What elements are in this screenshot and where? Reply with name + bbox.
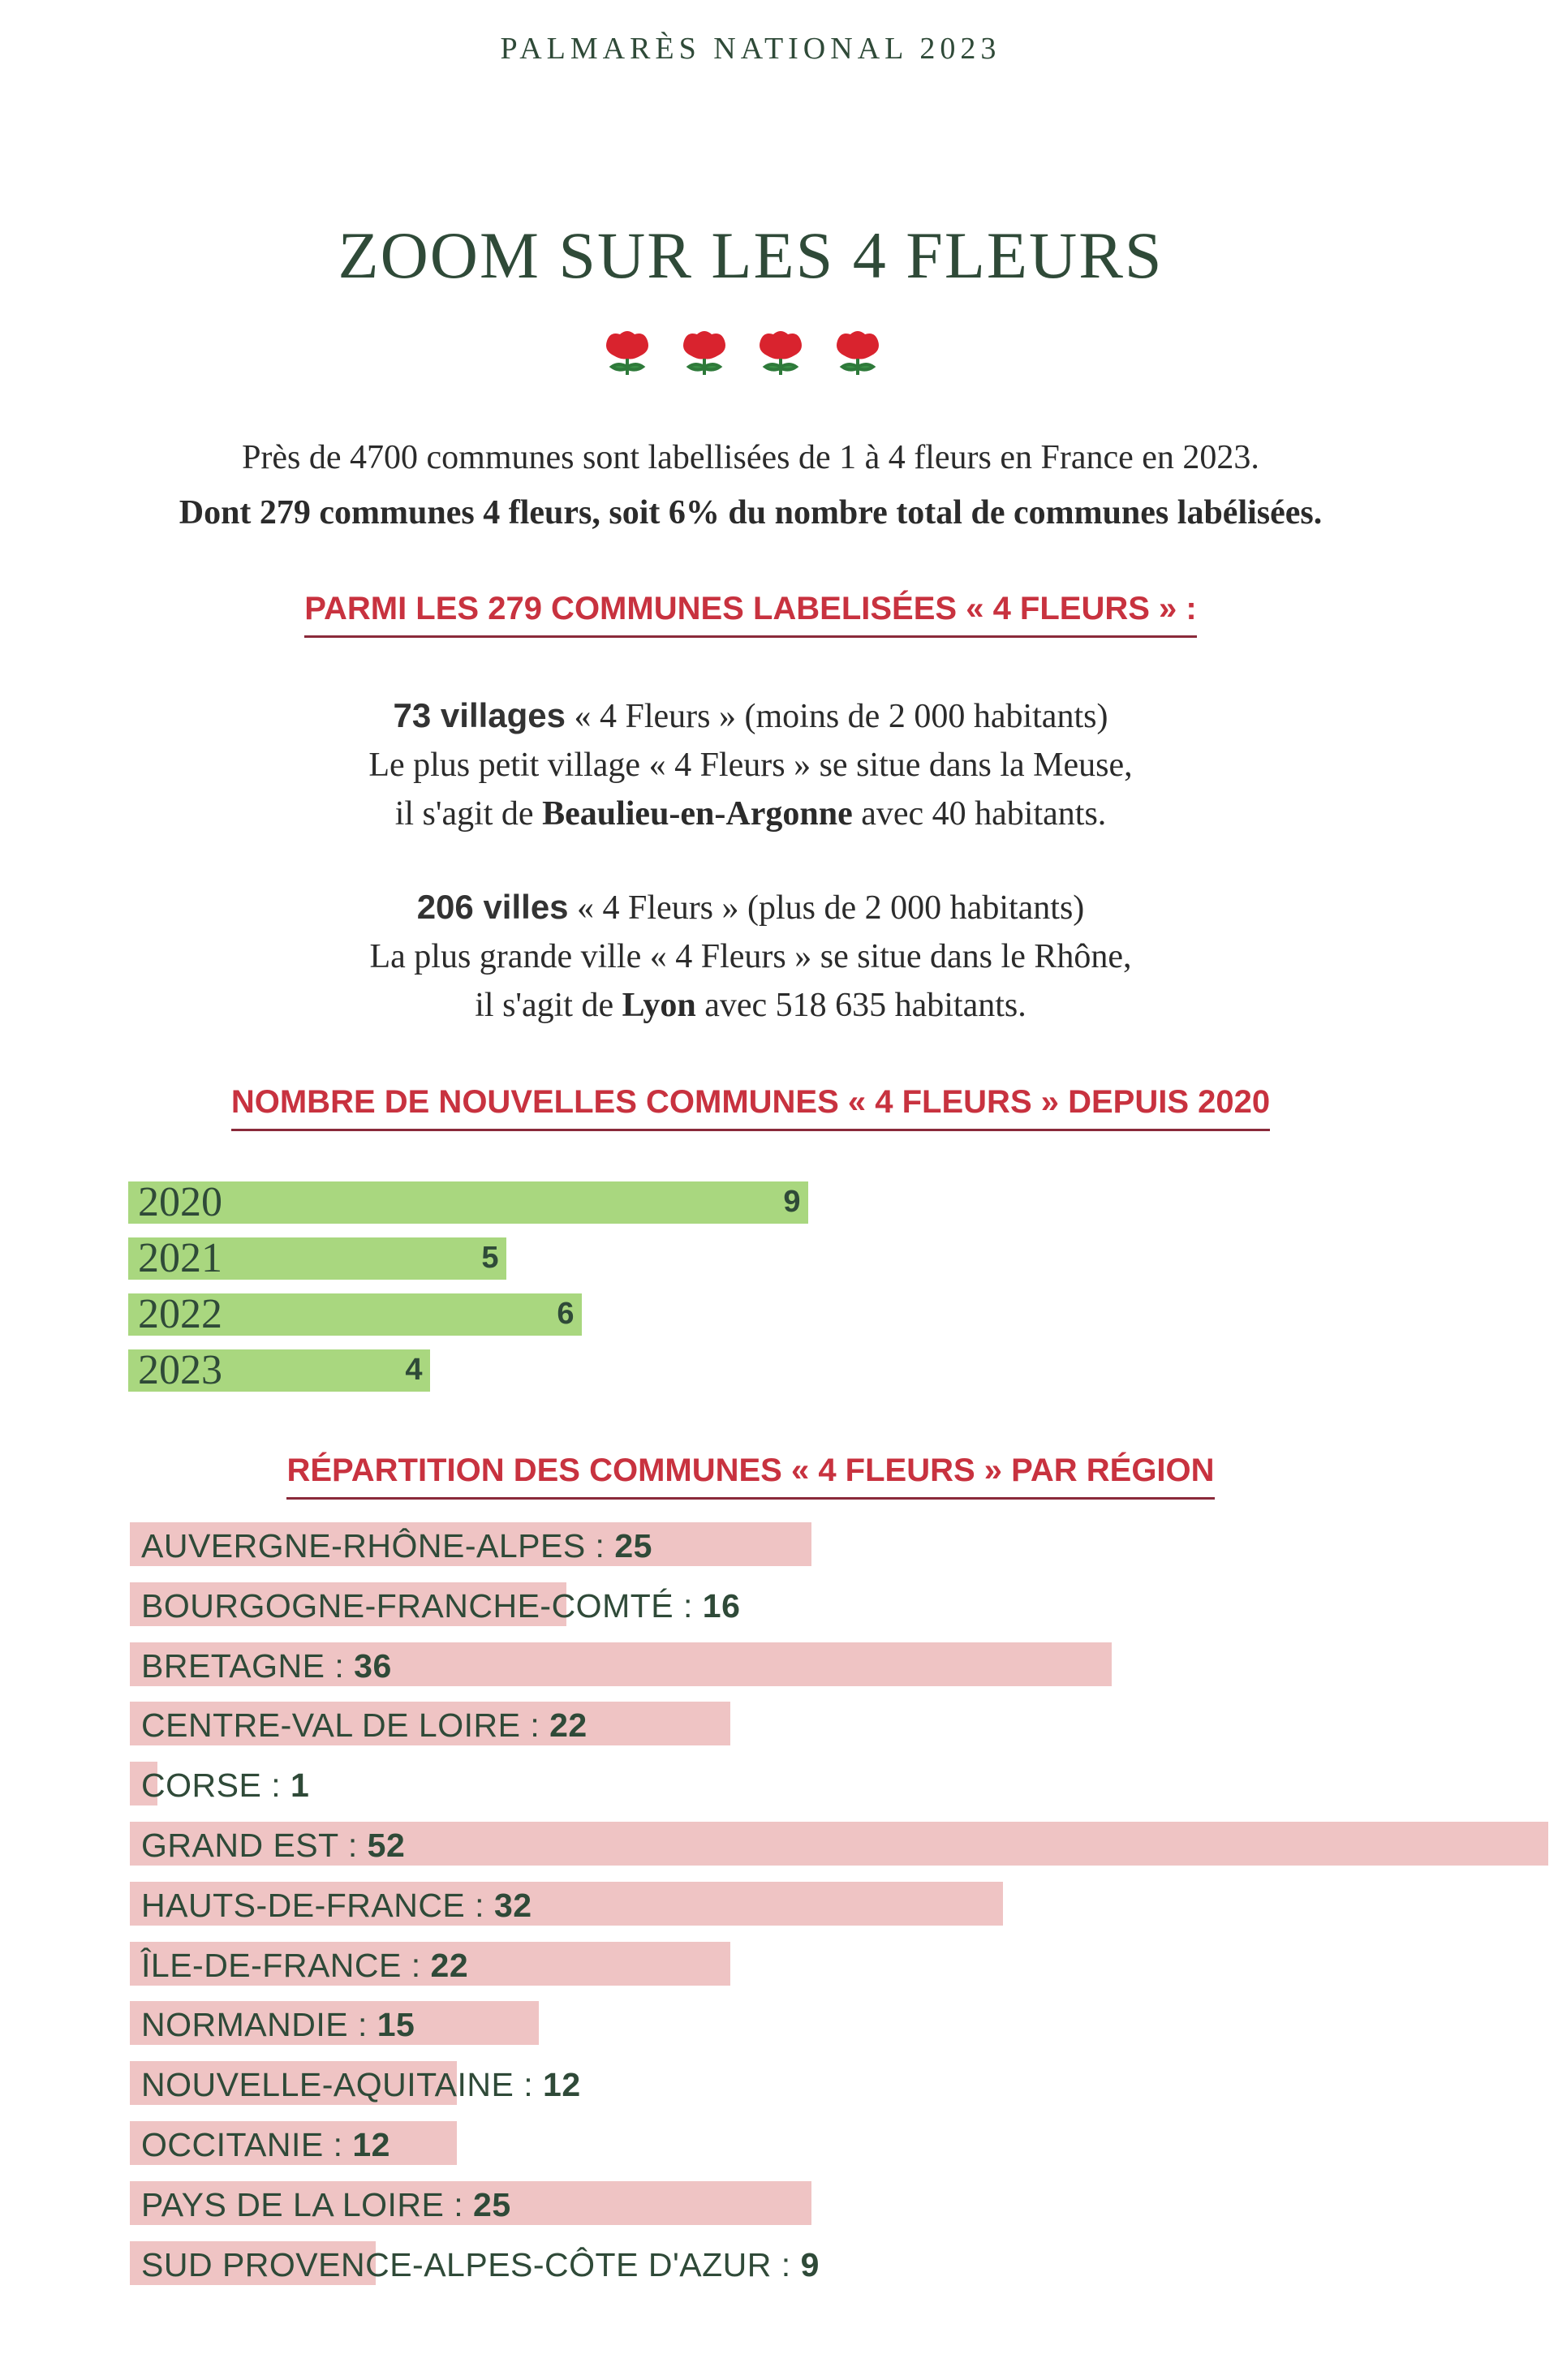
villes-line-3-post: avec 518 635 habitants. [695, 987, 1026, 1024]
flower-icon [754, 326, 807, 380]
regions-bar-chart [130, 1522, 1558, 2300]
region-row [130, 1882, 1558, 1942]
region-row [130, 1522, 1558, 1582]
region-value: 22 [430, 1946, 469, 1984]
year-value: 6 [557, 1297, 575, 1331]
year-value: 9 [783, 1185, 801, 1219]
region-name: CENTRE-VAL DE LOIRE : [141, 1706, 550, 1745]
region-value: 22 [549, 1706, 587, 1745]
region-label [141, 1827, 405, 1865]
year-label: 2023 [138, 1347, 222, 1393]
villages-line-2: Le plus petit village « 4 Fleurs » se situe dans la Meuse, [368, 747, 1133, 784]
villages-lead-rest: « 4 Fleurs » (moins de 2 000 habitants) [566, 698, 1108, 735]
region-label [141, 1887, 532, 1925]
region-name: NORMANDIE : [141, 2006, 377, 2044]
region-name: ÎLE-DE-FRANCE : [141, 1946, 431, 1984]
villes-block [0, 883, 1501, 1030]
region-row [130, 1642, 1558, 1702]
region-name: HAUTS-DE-FRANCE : [141, 1886, 494, 1924]
year-label: 2022 [138, 1291, 222, 1337]
region-name: PAYS DE LA LOIRE : [141, 2185, 474, 2223]
region-value: 15 [377, 2006, 415, 2044]
region-label [141, 1647, 392, 1685]
largest-city-name: Lyon [622, 987, 696, 1024]
section-title-regions-text: RÉPARTITION DES COMMUNES « 4 FLEURS » PAR RÉGION [286, 1453, 1214, 1500]
region-name: OCCITANIE : [141, 2125, 353, 2163]
villages-lead: 73 villages [393, 696, 566, 734]
region-row [130, 1582, 1558, 1642]
villages-line-3-pre: il s'agit de [394, 795, 543, 833]
section-title-communes-text: PARMI LES 279 COMMUNES LABELISÉES « 4 FLEURS » : [304, 591, 1196, 638]
year-row [128, 1290, 1102, 1346]
region-row [130, 2241, 1558, 2301]
year-row [128, 1346, 1102, 1402]
region-label [141, 1587, 740, 1625]
section-title-regions [0, 1453, 1501, 1500]
region-value: 32 [493, 1886, 532, 1924]
region-row [130, 1942, 1558, 2002]
region-label [141, 1947, 468, 1985]
region-name: BOURGOGNE-FRANCHE-COMTÉ : [141, 1586, 703, 1625]
flower-rating [600, 326, 884, 383]
years-bar-chart [128, 1178, 1102, 1402]
region-value: 25 [473, 2185, 511, 2223]
region-value: 1 [290, 1767, 310, 1805]
region-label [141, 2246, 820, 2284]
region-value: 9 [800, 2245, 820, 2283]
flower-icon [600, 326, 654, 380]
region-value: 52 [367, 1826, 406, 1864]
villes-line-3-pre: il s'agit de [475, 987, 622, 1024]
region-label [141, 2126, 390, 2164]
year-value: 4 [405, 1353, 423, 1387]
page-title: ZOOM SUR LES 4 FLEURS [338, 218, 1164, 292]
region-label [141, 1767, 309, 1805]
intro-line-2: Dont 279 communes 4 fleurs, soit 6% du nombre total de communes labélisées. [179, 494, 1323, 532]
region-name: BRETAGNE : [141, 1646, 355, 1685]
villes-line-2: La plus grande ville « 4 Fleurs » se situe dans le Rhône, [369, 938, 1132, 975]
region-value: 12 [543, 2066, 581, 2104]
year-row [128, 1178, 1102, 1234]
region-row [130, 2001, 1558, 2061]
page-header: PALMARÈS NATIONAL 2023 [500, 32, 1001, 66]
section-title-new-communes-text: NOMBRE DE NOUVELLES COMMUNES « 4 FLEURS » DEPUIS 2020 [231, 1084, 1270, 1131]
region-name: SUD PROVENCE-ALPES-CÔTE D'AZUR : [141, 2245, 801, 2283]
intro-text [0, 430, 1501, 540]
region-label [141, 1527, 652, 1565]
year-row [128, 1234, 1102, 1290]
region-name: CORSE : [141, 1767, 291, 1805]
flower-icon [831, 326, 884, 380]
region-value: 12 [352, 2125, 390, 2163]
region-label [141, 1706, 587, 1745]
region-name: AUVERGNE-RHÔNE-ALPES : [141, 1527, 615, 1564]
year-bar [128, 1181, 808, 1224]
year-label: 2021 [138, 1235, 222, 1281]
intro-line-1: Près de 4700 communes sont labellisées de 1 à 4 fleurs en France en 2023. [242, 439, 1259, 476]
region-row [130, 2181, 1558, 2241]
section-title-communes [0, 591, 1501, 638]
region-value: 16 [702, 1586, 741, 1625]
villages-block [0, 691, 1501, 838]
region-value: 36 [354, 1646, 392, 1685]
flower-icon [678, 326, 731, 380]
section-title-new-communes [0, 1084, 1501, 1131]
region-row [130, 1822, 1558, 1882]
villages-line-3-post: avec 40 habitants. [852, 795, 1107, 833]
region-label [141, 2006, 415, 2044]
region-row [130, 1762, 1558, 1822]
region-row [130, 2061, 1558, 2121]
villes-lead-rest: « 4 Fleurs » (plus de 2 000 habitants) [568, 889, 1085, 927]
smallest-village-name: Beaulieu-en-Argonne [542, 795, 853, 833]
region-row [130, 2121, 1558, 2181]
region-label [141, 2066, 581, 2104]
villes-lead: 206 villes [416, 888, 569, 926]
year-value: 5 [481, 1241, 499, 1275]
region-name: GRAND EST : [141, 1826, 368, 1864]
region-label [141, 2186, 511, 2224]
region-value: 25 [614, 1527, 652, 1564]
region-row [130, 1702, 1558, 1762]
year-label: 2020 [138, 1179, 222, 1225]
region-name: NOUVELLE-AQUITAINE : [141, 2066, 544, 2104]
